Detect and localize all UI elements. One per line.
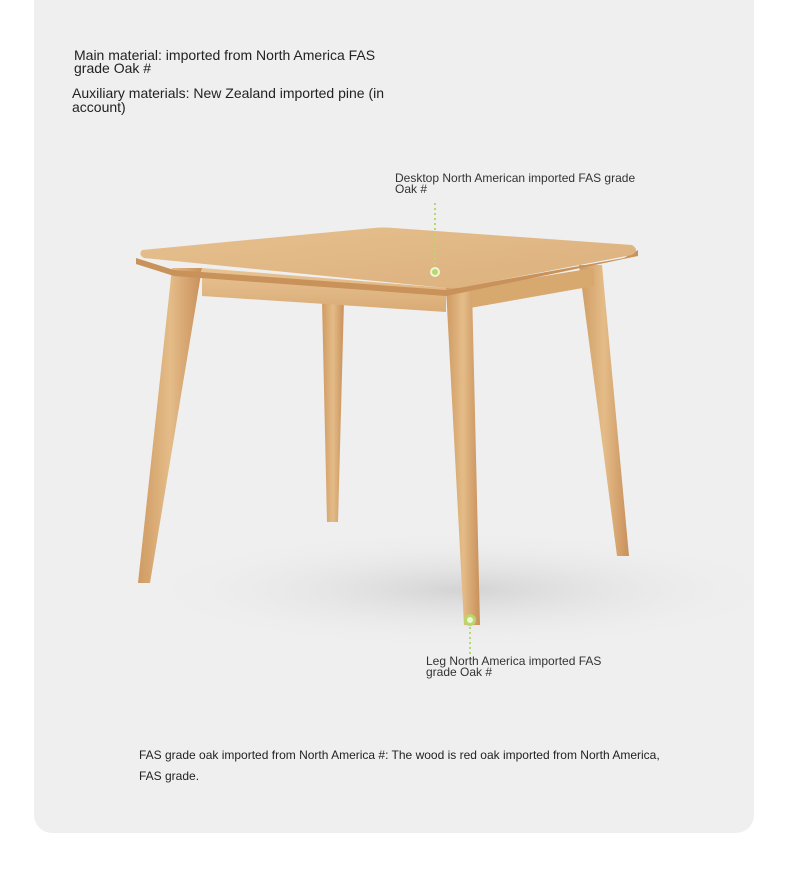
desktop-callout-marker — [431, 268, 439, 276]
table-leg-back-left — [322, 300, 344, 522]
footnote-text: FAS grade oak imported from North America #: The wood is red oak imported from North America, FAS grade. — [139, 748, 660, 783]
table-illustration — [34, 0, 754, 833]
main-material-text: Main material: imported from North America FAS grade Oak # — [74, 47, 376, 76]
floor-shadow — [134, 530, 754, 650]
auxiliary-materials-text: Auxiliary materials: New Zealand imported pine (in account) — [72, 85, 385, 115]
desktop-callout-label: Desktop North American imported FAS grade Oak # — [395, 171, 636, 196]
leg-callout-marker — [466, 616, 475, 625]
leg-callout-label: Leg North America imported FAS grade Oak # — [426, 654, 602, 679]
table-leg-front-left — [138, 268, 202, 583]
table-leg-back-right — [579, 265, 629, 556]
